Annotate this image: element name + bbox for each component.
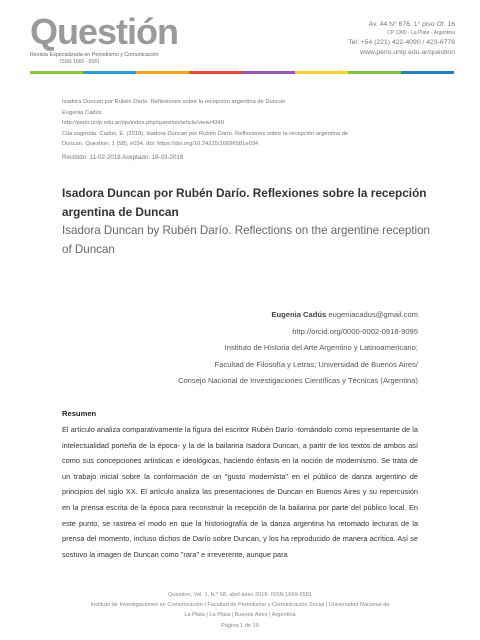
abstract-text: El artículo analiza comparativamente la figura del escritor Rubén Darío -tomándolo como representante de la intelectualidad porteña de la época- y la de la bailarina Isadora Duncan, a partir de los textos de ambos así como sus concepciones artísticas e ideológicas, haciendo énfasis en la noción de modernismo. Se trata de un trabajo inicial sobre la conformación de un "gusto modernista" en el público de danza argentino de principios del siglo XX. El artículo analiza las presentaciones de Duncan en Buenos Aires y su repercusión en la prensa escrita de la época para reconstruir la recepción de la bailarina por parte del público local. En este punto, se rastrea el modo en que la historiografía de la danza argentina ha retomado lecturas de la prensa del momento, incluso dichos de Darío sobre Duncan, y los ha reproducido de manera acrítica. Así se sostuvo la imagen de Duncan como "rara" e irreverente, aunque para xyxy=(62,425,418,559)
author-affiliation: Instituto de Historia del Arte Argentino y Latinoamericano; xyxy=(224,343,418,353)
address-line: Av. 44 N° 676, 1° piso Of. 16 xyxy=(368,21,455,28)
color-bar-segment xyxy=(30,71,83,74)
meta-line: Isadora Duncan por Rubén Darío. Reflexiones sobre la recepción argentina de Duncan xyxy=(62,99,286,105)
website-link[interactable]: www.perio.unlp.edu.ar/question xyxy=(360,48,455,56)
meta-line: Cita sugerida: Cadús, E. (2018). Isadora Duncan por Rubén Darío. Reflexiones sobre la recepción argentina de xyxy=(62,130,349,137)
address-city: CP 1900 - La Plata - Argentina xyxy=(387,30,455,37)
color-bar-segment xyxy=(83,71,136,74)
color-bar-segment xyxy=(242,71,295,74)
color-bar-segment xyxy=(136,71,189,74)
footer-issue: Question, Vol. 1, N.º 58, abril-junio 2018. ISSN 1669-6581 xyxy=(168,592,312,598)
author-orcid[interactable]: http://orcid.org/0000-0002-0918-9095 xyxy=(292,326,418,336)
footer-institution: Instituto de Investigaciones en Comunicación | Facultad de Periodismo y Comunicación Social | Universidad Nacional de xyxy=(90,602,390,609)
logo-subtitle: Revista Especializada en Periodismo y Comunicación xyxy=(30,52,159,58)
header-color-bar xyxy=(30,71,454,74)
journal-header xyxy=(0,0,480,78)
abstract-heading: Resumen xyxy=(62,409,97,418)
citation-meta xyxy=(62,97,422,150)
color-bar-segment xyxy=(295,71,348,74)
color-bar-segment xyxy=(401,71,454,74)
article-title-en: Isadora Duncan by Rubén Darío. Reflections on the argentine reception of Duncan xyxy=(62,224,431,256)
contact-block xyxy=(348,20,455,57)
meta-article-url[interactable]: http://perio.unlp.edu.ar/ojs/index.php/question/article/view/4340 xyxy=(62,120,225,127)
meta-line: Eugenia Cadús xyxy=(62,109,102,116)
journal-logo xyxy=(30,11,179,66)
author-email[interactable]: eugeniacadus@gmail.com xyxy=(328,310,418,319)
color-bar-segment xyxy=(348,71,401,74)
author-block xyxy=(58,307,418,390)
author-name: Eugenia Cadús xyxy=(271,310,327,319)
phone-line: Tel: +54 (221) 422-4090 / 423-6778 xyxy=(348,39,455,47)
meta-doi[interactable]: Duncan. Question, 1 (58), e034. doi: https://doi.org/10.24215/16696581e034 xyxy=(62,141,259,148)
author-line xyxy=(58,307,418,324)
received-accepted-dates: Recibido: 11-02-2018 Aceptado: 16-03-2018 xyxy=(62,154,184,161)
author-affiliation: Consejo Nacional de Investigaciones Científicas y Técnicas (Argentina) xyxy=(177,376,418,386)
logo-wordmark: Questión xyxy=(30,11,179,52)
footer-page-number: Página 1 de 19 xyxy=(221,622,259,629)
article-title-es: Isadora Duncan por Rubén Darío. Reflexiones sobre la recepción argentina de Duncan xyxy=(62,186,427,219)
author-affiliation: Facultad de Filosofía y Letras; Universidad de Buenos Aires/ xyxy=(214,359,418,369)
page-footer xyxy=(30,590,450,631)
color-bar-segment xyxy=(189,71,242,74)
footer-location: La Plata | La Plata | Buenos Aires | Argentina xyxy=(184,612,296,619)
logo-issn: ISSN 1669 - 6581 xyxy=(60,59,100,65)
